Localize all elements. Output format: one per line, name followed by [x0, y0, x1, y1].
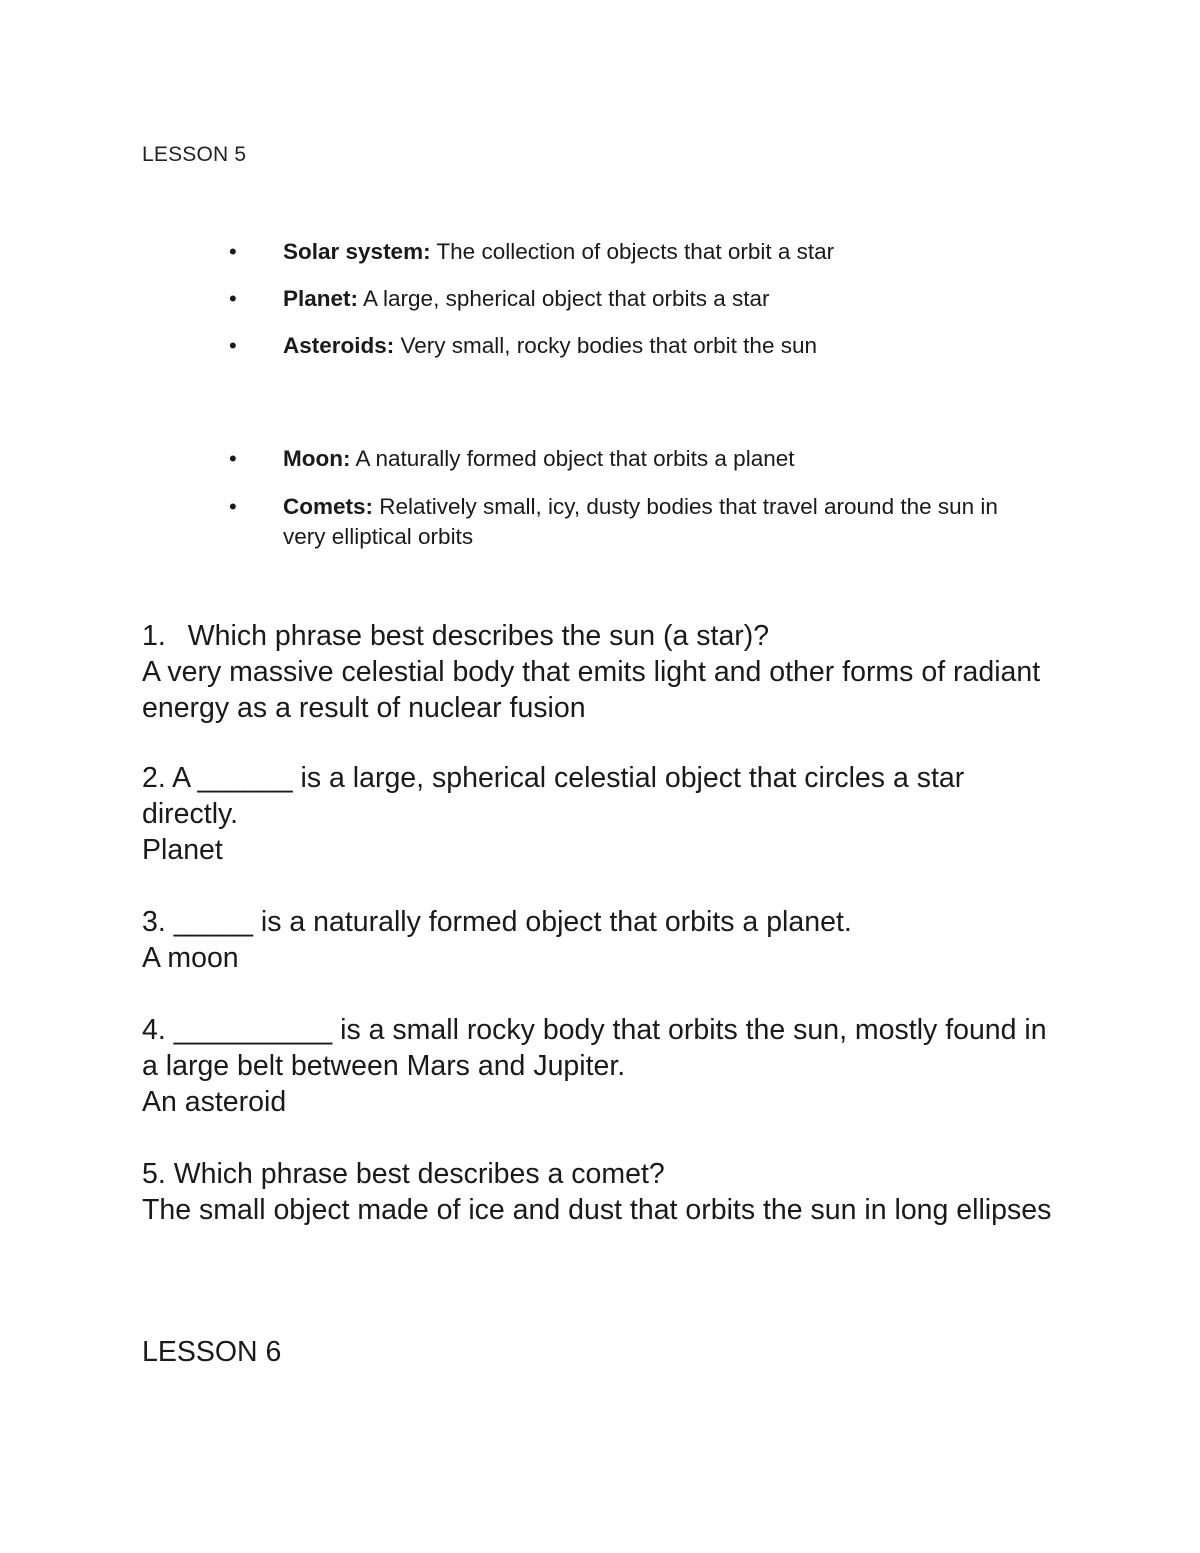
question-number: 5. [142, 1158, 166, 1190]
bullet-icon: • [229, 333, 237, 358]
answer-text: The small object made of ice and dust that orbits the sun in long ellipses [142, 1194, 1052, 1226]
bullet-icon: • [229, 494, 237, 519]
definition-term: Planet: [283, 286, 359, 311]
answer-text: A very massive celestial body that emits light and other forms of radiant energy as a result of nuclear fusion [142, 656, 1041, 724]
definition-term: Moon: [283, 446, 351, 471]
answer-text: Planet [142, 834, 223, 866]
question-block-1 [142, 618, 1062, 726]
question-text: 2. A ______ is a large, spherical celestial object that circles a star directly. [142, 762, 965, 830]
lesson-5-heading: LESSON 5 [142, 143, 247, 166]
definition-text: Relatively small, icy, dusty bodies that travel around the sun in very elliptical orbits [283, 494, 998, 549]
question-text: 4. __________ is a small rocky body that orbits the sun, mostly found in a large belt between Mars and Jupiter. [142, 1014, 1047, 1082]
definition-term: Solar system: [283, 239, 431, 264]
definition-text: A naturally formed object that orbits a planet [350, 446, 795, 471]
question-number: 1. [142, 620, 166, 652]
definition-text: A large, spherical object that orbits a star [358, 286, 770, 311]
definition-text: Very small, rocky bodies that orbit the sun [394, 333, 817, 358]
question-block-3 [142, 904, 1062, 976]
bullet-icon: • [229, 446, 237, 471]
question-block-5 [142, 1156, 1062, 1228]
question-block-4 [142, 1012, 1062, 1120]
question-text: 5. Which phrase best describes a comet? [142, 1158, 665, 1190]
question-number: 3. [142, 906, 166, 938]
definition-text: The collection of objects that orbit a star [430, 239, 835, 264]
definition-term: Asteroids: [283, 333, 395, 358]
lesson-6-heading: LESSON 6 [142, 1336, 282, 1368]
answer-text: A moon [142, 942, 239, 974]
question-number: 2. [142, 762, 166, 794]
definition-term: Comets: [283, 494, 374, 519]
question-block-2 [142, 760, 1062, 868]
question-text: 1. Which phrase best describes the sun (a star)? [142, 620, 770, 652]
question-number: 4. [142, 1014, 166, 1046]
answer-text: An asteroid [142, 1086, 287, 1118]
question-text: 3. _____ is a naturally formed object that orbits a planet. [142, 906, 852, 938]
bullet-icon: • [229, 286, 237, 311]
bullet-icon: • [229, 239, 237, 264]
